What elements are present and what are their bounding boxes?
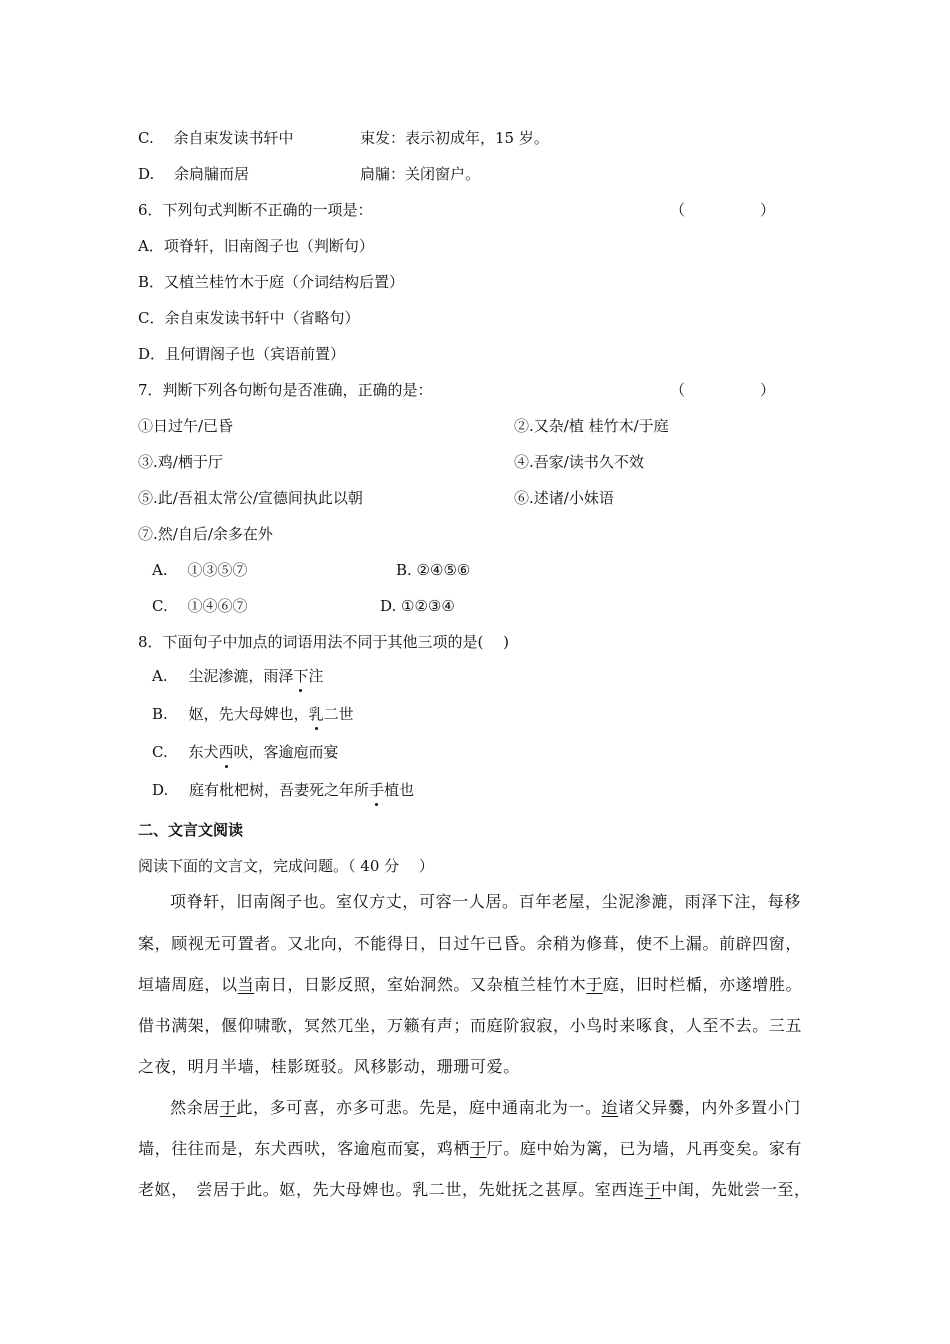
q8-option-c-dotted-word: 西 (218, 743, 234, 761)
q7-item-3: ③.鸡/栖于厅 (138, 453, 223, 471)
q7-stem: 7．判断下列各句断句是否准确，正确的是： (138, 381, 433, 399)
q8-option-a-label: A. (152, 667, 168, 685)
q7-option-d: D. ①②③④ (380, 597, 455, 615)
passage-line-3-part-a: 垣墙周庭，以 (138, 975, 238, 994)
underlined-word-yu: 于 (644, 1180, 662, 1199)
passage-line-7-part-b: 厅。庭中始为篱，已为墙，凡再变矣。家有 (486, 1139, 803, 1158)
passage-line-6-part-b: 此，多可喜，亦多可悲。先是，庭中通南北为一。 (236, 1098, 602, 1117)
q7-item-4: ④.吾家/读书久不效 (514, 453, 644, 471)
q8-option-a-dotted-word: 下 (293, 667, 309, 685)
underlined-word-dai: 迨 (601, 1098, 619, 1117)
q6-stem-line (138, 200, 798, 220)
passage-line-1: 项脊轩，旧南阁子也。室仅方丈，可容一人居。百年老屋，尘泥渗漉，雨泽下注，每移 (170, 892, 801, 911)
q5-option-c-text: C. 余自束发读书轩中 (138, 129, 294, 147)
underlined-word-yu: 于 (586, 975, 603, 994)
q5-option-d-text: D. 余扃牖而居 (138, 165, 250, 183)
q7-answer-paren: （ ） (670, 381, 776, 399)
passage-line-5: 之夜，明月半墙，桂影斑驳。风移影动，珊珊可爱。 (138, 1057, 520, 1076)
q7-item-1: ①日过午/已昏 (138, 417, 234, 435)
section-2-instruction: 阅读下面的文言文，完成问题。（ 40 分 ） (138, 857, 434, 875)
passage-line-8 (138, 1180, 811, 1200)
q5-option-c (138, 128, 549, 148)
q7-option-b: B. ②④⑤⑥ (396, 561, 471, 579)
passage-line-3 (138, 975, 802, 995)
passage-line-6-part-c: 诸父异爨，内外多置小门 (618, 1098, 801, 1117)
q8-option-d (152, 780, 414, 800)
q5-option-d (138, 164, 481, 184)
q7-stem-line (138, 380, 798, 400)
q8-option-a (152, 666, 323, 686)
underlined-word-yu: 于 (219, 1098, 237, 1117)
q5-option-d-note: 扃牖：关闭窗户。 (360, 165, 481, 183)
q8-option-b-dotted-word: 乳 (308, 705, 324, 723)
underlined-word-dang: 当 (237, 975, 255, 994)
q8-option-b-pre: 妪，先大母婢也， (188, 705, 309, 723)
passage-line-6-part-a: 然余居 (170, 1098, 220, 1117)
q7-item-5: ⑤.此/吾祖太常公/宣德间执此以朝 (138, 489, 363, 507)
q6-option-a: A．项脊轩，旧南阁子也（判断句） (138, 237, 374, 255)
passage-line-7-part-a: 墙，往往而是，东犬西吠，客逾庖而宴，鸡栖 (138, 1139, 471, 1158)
q7-option-c: C. ①④⑥⑦ (152, 597, 248, 615)
q8-option-c-pre: 东犬 (188, 743, 219, 761)
q6-option-c: C．余自束发读书轩中（省略句） (138, 309, 360, 327)
q7-item-6: ⑥.述诸/小妹语 (514, 489, 614, 507)
q7-item-7: ⑦.然/自后/余多在外 (138, 525, 273, 543)
q8-option-d-pre: 庭有枇杷树，吾妻死之年所 (189, 781, 370, 799)
passage-line-8-part-b: 中闺，先妣尝一至， (661, 1180, 811, 1199)
q6-option-d: D．且何谓阁子也（宾语前置） (138, 345, 346, 363)
q8-option-d-label: D. (152, 781, 169, 799)
q7-item-2: ②.又杂/植 桂竹木/于庭 (514, 417, 669, 435)
q8-option-a-post: 注 (308, 667, 324, 685)
q8-option-d-post: 植也 (384, 781, 415, 799)
q6-answer-paren: （ ） (670, 201, 776, 219)
passage-line-3-part-b: 南日，日影反照，室始洞然。又杂植兰桂竹木 (254, 975, 587, 994)
q8-stem: 8．下面句子中加点的词语用法不同于其他三项的是( ) (138, 633, 510, 651)
underlined-word-yu: 于 (470, 1139, 487, 1158)
q8-option-c (152, 742, 339, 762)
q6-stem: 6．下列句式判断不正确的一项是： (138, 201, 373, 219)
q8-option-c-post: 吠，客逾庖而宴 (233, 743, 339, 761)
passage-line-2: 案，顾视无可置者。又北向，不能得日，日过午已昏。余稍为修葺，使不上漏。前辟四窗， (138, 934, 803, 953)
q8-option-a-pre: 尘泥渗漉，雨泽 (188, 667, 294, 685)
q8-option-b-label: B. (152, 705, 168, 723)
q5-option-c-note: 束发：表示初成年，15 岁。 (360, 129, 549, 147)
passage-line-6 (170, 1098, 801, 1118)
q8-option-c-label: C. (152, 743, 168, 761)
passage-line-3-part-c: 庭，旧时栏楯，亦遂增胜。 (602, 975, 803, 994)
q8-option-b-post: 二世 (323, 705, 354, 723)
passage-line-4: 借书满架，偃仰啸歌，冥然兀坐，万籁有声；而庭阶寂寂，小鸟时来啄食，人至不去。三五 (138, 1016, 803, 1035)
q6-option-b: B．又植兰桂竹木于庭（介词结构后置） (138, 273, 405, 291)
q8-option-b (152, 704, 354, 724)
q8-option-d-dotted-word: 手 (369, 781, 385, 799)
q7-option-a: A. ①③⑤⑦ (152, 561, 248, 579)
passage-line-7 (138, 1139, 802, 1159)
passage-line-8-part-a: 老妪， 尝居于此。妪，先大母婢也。乳二世，先妣抚之甚厚。室西连 (138, 1180, 645, 1199)
section-2-title: 二、文言文阅读 (138, 821, 244, 839)
